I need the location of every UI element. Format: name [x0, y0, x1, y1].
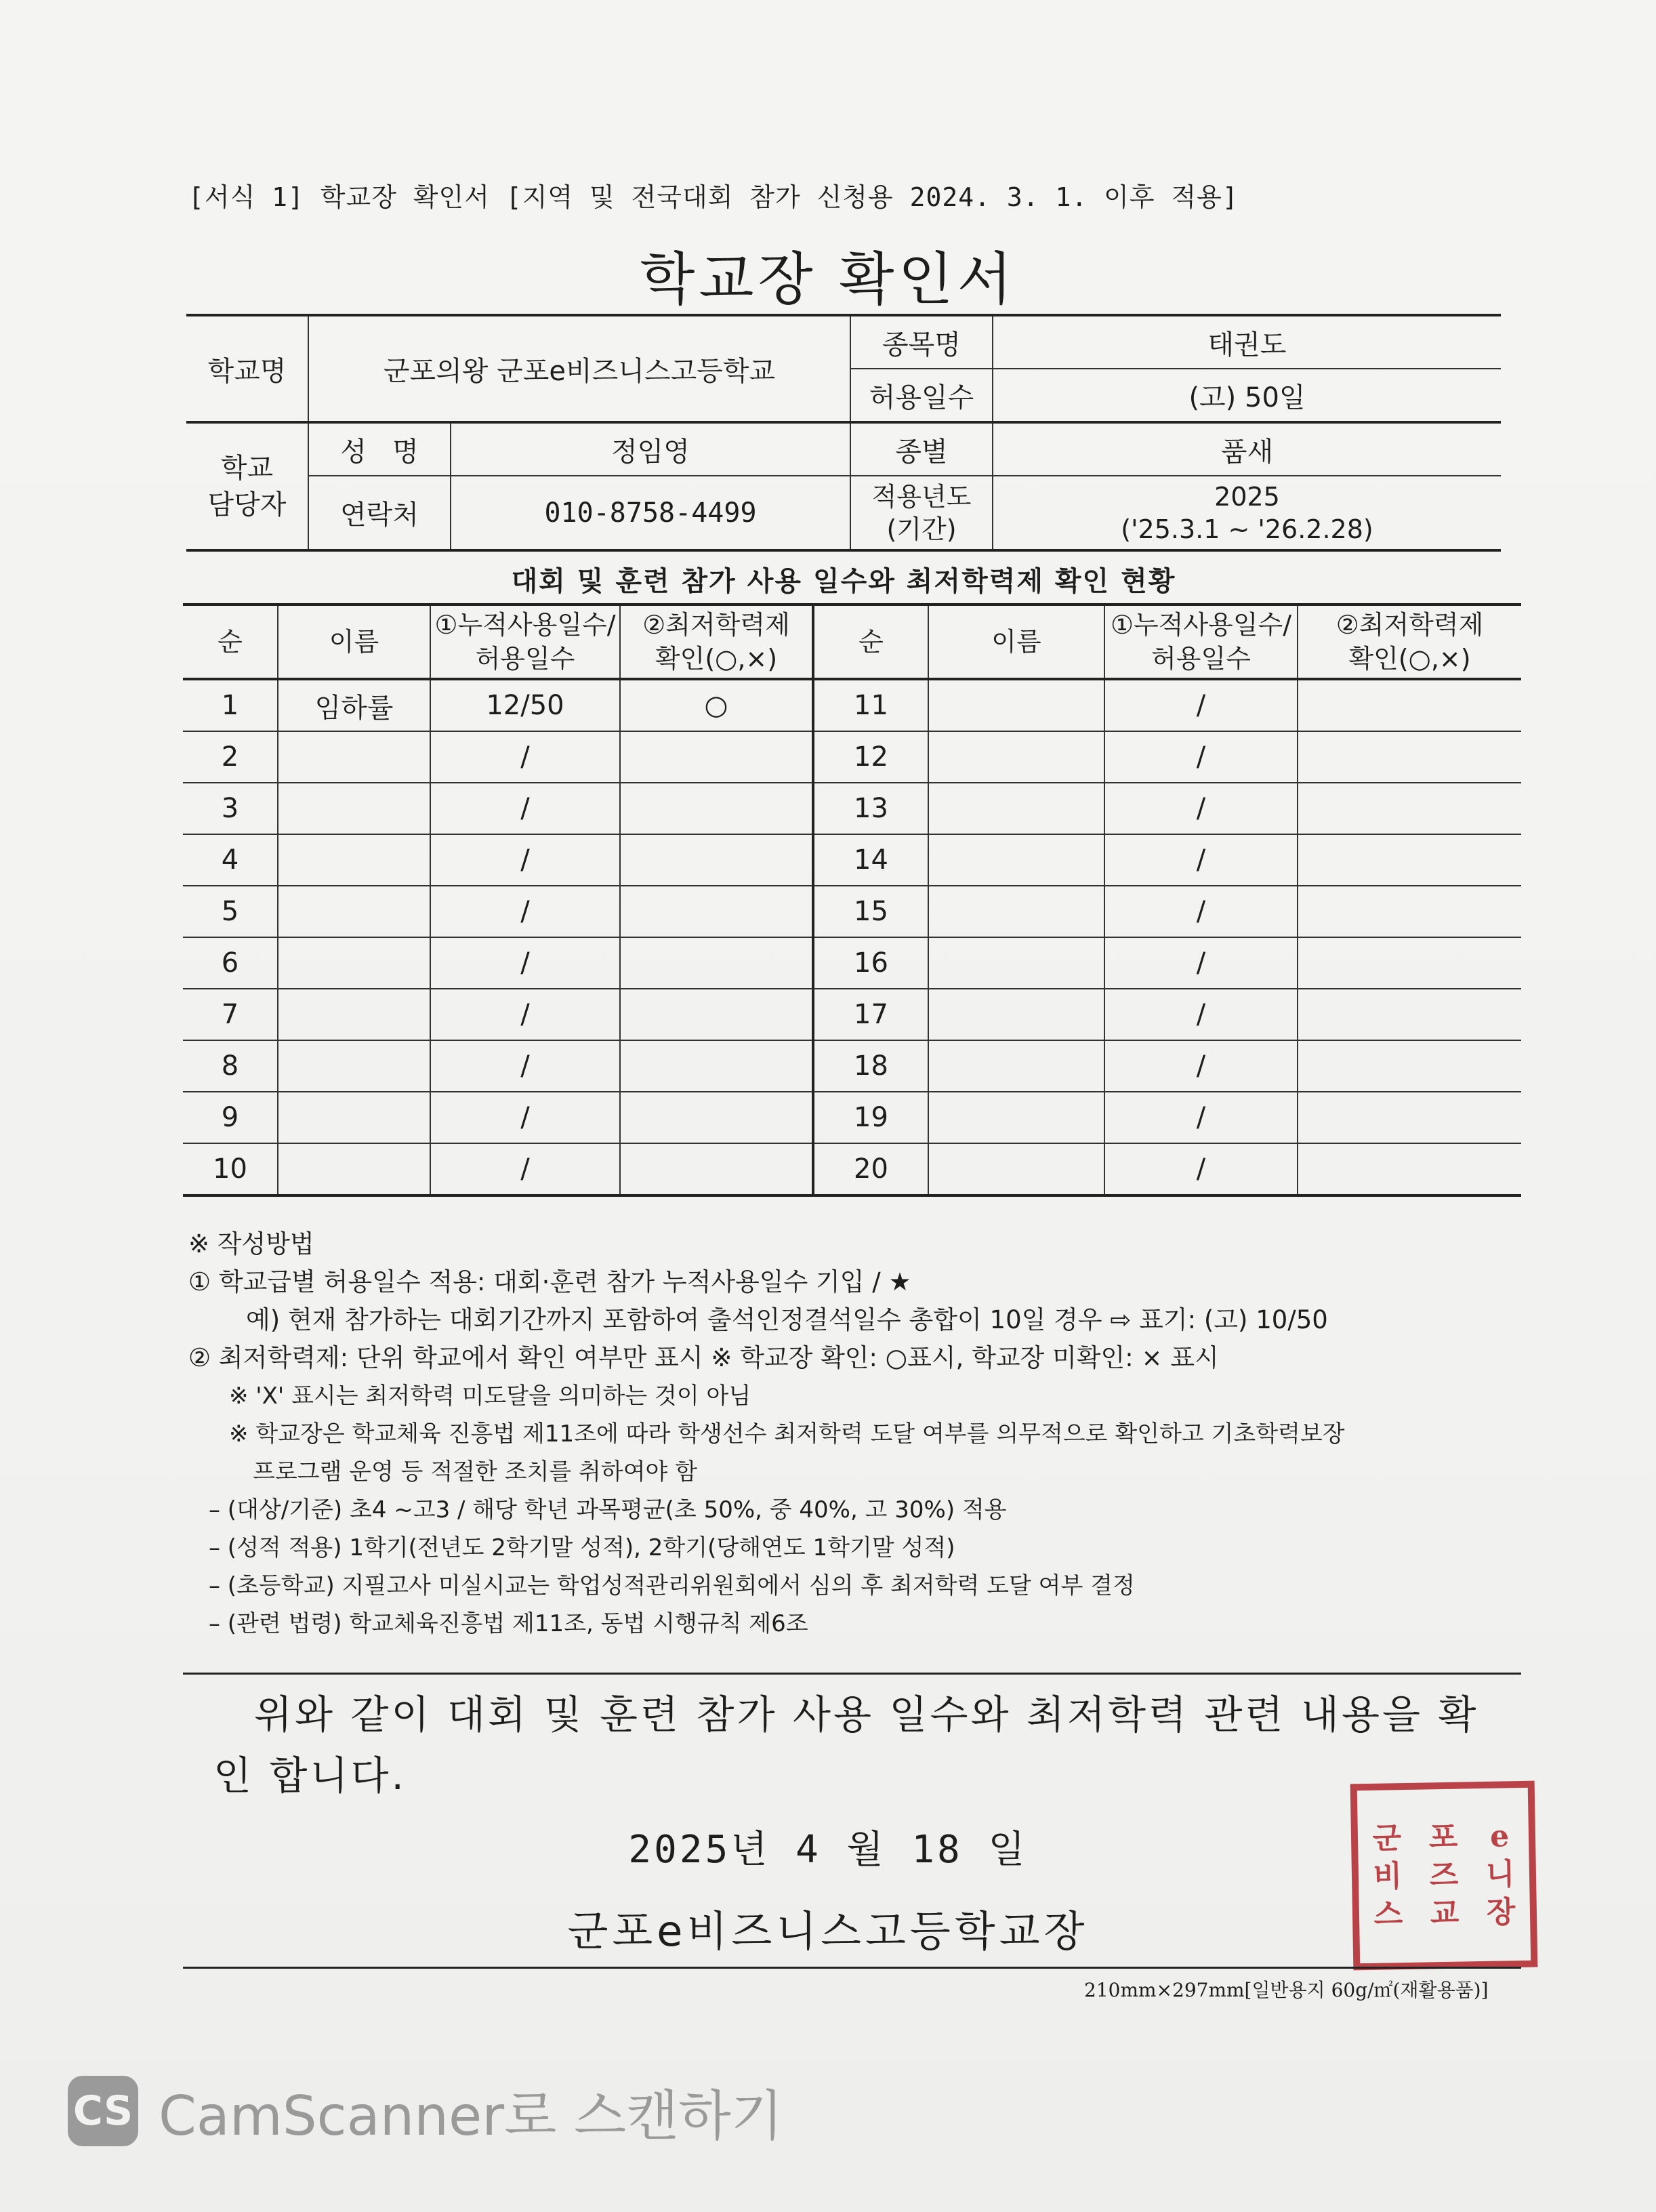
academic-check [1298, 937, 1521, 989]
student-name [278, 1092, 430, 1143]
academic-check [1298, 886, 1521, 937]
category-value: 품새 [993, 422, 1501, 476]
year-value: 2025 [1214, 481, 1280, 512]
row-number: 1 [183, 679, 278, 731]
row-number: 20 [813, 1143, 928, 1195]
usage-days: / [1104, 1040, 1298, 1092]
row-number: 17 [813, 989, 928, 1040]
instructions-heading: ※ 작성방법 [188, 1229, 314, 1258]
instruction-sub-2b: 프로그램 운영 등 적절한 조치를 취하여야 함 [253, 1458, 698, 1486]
row-number: 19 [813, 1092, 928, 1143]
seal-character: 교 [1430, 1896, 1460, 1931]
usage-header-row [183, 605, 1521, 679]
table-row [183, 1092, 1521, 1143]
academic-check [620, 1092, 813, 1143]
row-number: 15 [813, 886, 928, 937]
table-row [183, 679, 1521, 731]
seal-character: 즈 [1429, 1858, 1459, 1893]
academic-check [620, 731, 813, 783]
student-name [278, 731, 430, 783]
row-number: 14 [813, 834, 928, 886]
table-row [183, 1040, 1521, 1092]
usage-days: / [1104, 989, 1298, 1040]
student-name [278, 989, 430, 1040]
academic-check [1298, 1092, 1521, 1143]
academic-check [620, 989, 813, 1040]
table-row [183, 783, 1521, 834]
row-number: 16 [813, 937, 928, 989]
academic-check [620, 834, 813, 886]
row-number: 18 [813, 1040, 928, 1092]
instruction-sub-2a: ※ 학교장은 학교체육 진흥법 제11조에 따라 학생선수 최저학력 도달 여부를 의무적으로 확인하고 기초학력보장 [229, 1420, 1345, 1448]
usage-days: / [1104, 886, 1298, 937]
usage-days: / [430, 1143, 620, 1195]
col-no-left: 순 [183, 605, 278, 679]
table-row [183, 886, 1521, 937]
divider-bottom [183, 1967, 1521, 1969]
usage-days: / [1104, 834, 1298, 886]
document-title: 학교장 확인서 [640, 246, 1016, 312]
student-name [278, 834, 430, 886]
academic-check [1298, 1040, 1521, 1092]
usage-days: / [1104, 1092, 1298, 1143]
student-name [928, 731, 1104, 783]
col-check-left-line1: ②최저학력제 [642, 610, 790, 640]
table-row [183, 731, 1521, 783]
row-number: 3 [183, 783, 278, 834]
col-days-left-line1: ①누적사용일수/ [434, 610, 616, 640]
year-label-line1: 적용년도 [871, 481, 972, 512]
col-check-left [620, 605, 813, 679]
usage-days: / [430, 1092, 620, 1143]
col-check-right-line2: 확인(○,×) [1348, 644, 1471, 674]
academic-check [1298, 731, 1521, 783]
usage-days: / [430, 834, 620, 886]
allowed-days-value: (고) 50일 [993, 369, 1501, 422]
table-row [183, 1143, 1521, 1195]
row-number: 4 [183, 834, 278, 886]
col-name-right: 이름 [928, 605, 1104, 679]
form-header: [서식 1] 학교장 확인서 [지역 및 전국대회 참가 신청용 2024. 3. 1. 이후 적용] [188, 182, 1239, 212]
name-value: 정임영 [451, 422, 850, 476]
camscanner-watermark [68, 2074, 783, 2148]
usage-days: 12/50 [430, 679, 620, 731]
seal-character: 스 [1373, 1896, 1403, 1932]
col-check-right [1298, 605, 1521, 679]
seal-character: e [1489, 1818, 1510, 1854]
instruction-dash-1: – (대상/기준) 초4 ~고3 / 해당 학년 과목평균(초 50%, 중 40%, 고 30%) 적용 [209, 1496, 1007, 1523]
seal-character: 군 [1372, 1820, 1402, 1856]
seal-character: 장 [1486, 1894, 1516, 1930]
row-number: 8 [183, 1040, 278, 1092]
student-name: 임하률 [278, 679, 430, 731]
instruction-item-1-example: 예) 현재 참가하는 대회기간까지 포함하여 출석인정결석일수 총합이 10일 경우 ⇨ 표기: (고) 10/50 [246, 1305, 1328, 1334]
usage-days: / [1104, 937, 1298, 989]
student-name [928, 679, 1104, 731]
table-row [183, 937, 1521, 989]
seal-character: 비 [1373, 1858, 1403, 1894]
instruction-dash-4: – (관련 법령) 학교체육진흥법 제11조, 동법 시행규칙 제6조 [209, 1610, 808, 1637]
usage-days: / [430, 989, 620, 1040]
row-number: 11 [813, 679, 928, 731]
school-label: 학교명 [186, 315, 308, 422]
academic-check: ○ [620, 679, 813, 731]
table-row [183, 989, 1521, 1040]
category-label: 종별 [850, 422, 993, 476]
student-name [278, 937, 430, 989]
instruction-sub-1: ※ 'X' 표시는 최저학력 미도달을 의미하는 것이 아님 [229, 1382, 751, 1410]
seal-character: 니 [1485, 1856, 1515, 1892]
col-no-right: 순 [813, 605, 928, 679]
student-name [928, 1143, 1104, 1195]
col-check-right-line1: ②최저학력제 [1336, 610, 1484, 640]
watermark-text: CamScanner로 스캔하기 [159, 2084, 783, 2148]
instruction-item-1: ① 학교급별 허용일수 적용: 대회·훈련 참가 누적사용일수 기입 / ★ [188, 1267, 911, 1296]
row-number: 7 [183, 989, 278, 1040]
student-name [928, 1092, 1104, 1143]
student-name [278, 886, 430, 937]
academic-check [1298, 783, 1521, 834]
col-name-left: 이름 [278, 605, 430, 679]
row-number: 6 [183, 937, 278, 989]
phone-label: 연락처 [308, 476, 451, 550]
row-number: 10 [183, 1143, 278, 1195]
usage-days: / [1104, 1143, 1298, 1195]
student-name [928, 834, 1104, 886]
academic-check [1298, 679, 1521, 731]
row-number: 12 [813, 731, 928, 783]
seal-character: 포 [1428, 1820, 1458, 1855]
usage-days: / [430, 886, 620, 937]
academic-check [620, 1040, 813, 1092]
usage-table-body [183, 679, 1521, 1195]
contact-label: 학교 담당자 [186, 422, 308, 550]
usage-days: / [1104, 731, 1298, 783]
instruction-item-2: ② 최저학력제: 단위 학교에서 확인 여부만 표시 ※ 학교장 확인: ○표시, 학교장 미확인: × 표시 [188, 1343, 1219, 1372]
official-seal [1350, 1781, 1538, 1971]
col-check-left-line2: 확인(○,×) [655, 644, 778, 674]
student-name [928, 989, 1104, 1040]
period-value: ('25.3.1 ~ '26.2.28) [1121, 514, 1373, 544]
col-days-right [1104, 605, 1298, 679]
row-number: 13 [813, 783, 928, 834]
school-info-table [186, 314, 1501, 552]
issue-date: 2025년 4 월 18 일 [628, 1828, 1028, 1872]
name-label: 성 명 [308, 422, 451, 476]
camscanner-logo-icon: CS [68, 2076, 138, 2146]
academic-check [1298, 834, 1521, 886]
usage-days: / [430, 731, 620, 783]
instructions [188, 1225, 1530, 1643]
usage-days: / [430, 783, 620, 834]
student-name [928, 1040, 1104, 1092]
academic-check [620, 783, 813, 834]
col-days-left-line2: 허용일수 [475, 644, 575, 674]
usage-days: / [1104, 679, 1298, 731]
student-name [278, 783, 430, 834]
usage-table [183, 603, 1521, 1197]
academic-check [1298, 1143, 1521, 1195]
year-value-cell [993, 476, 1501, 550]
usage-days: / [430, 937, 620, 989]
academic-check [620, 1143, 813, 1195]
divider-top [183, 1673, 1521, 1675]
row-number: 9 [183, 1092, 278, 1143]
instruction-dash-2: – (성적 적용) 1학기(전년도 2학기말 성적), 2학기(당해연도 1학기말 성적) [209, 1534, 955, 1561]
student-name [928, 783, 1104, 834]
student-name [278, 1040, 430, 1092]
confirmation-text: 위와 같이 대회 및 훈련 참가 사용 일수와 최저학력 관련 내용을 확인 합니다. [213, 1692, 1479, 1799]
row-number: 2 [183, 731, 278, 783]
col-days-right-line1: ①누적사용일수/ [1110, 610, 1292, 640]
event-value: 태권도 [993, 315, 1501, 369]
phone-value: 010-8758-4499 [451, 476, 850, 550]
usage-days: / [430, 1040, 620, 1092]
event-label: 종목명 [850, 315, 993, 369]
instruction-dash-3: – (초등학교) 지필고사 미실시교는 학업성적관리위원회에서 심의 후 최저학력 도달 여부 결정 [209, 1572, 1135, 1599]
row-number: 5 [183, 886, 278, 937]
student-name [928, 886, 1104, 937]
allowed-days-label: 허용일수 [850, 369, 993, 422]
student-name [928, 937, 1104, 989]
paper-size-note: 210mm×297mm[일반용지 60g/㎡(재활용품)] [1084, 1979, 1489, 2001]
student-name [278, 1143, 430, 1195]
table-row [183, 834, 1521, 886]
year-label-line2: (기간) [886, 514, 957, 544]
academic-check [620, 886, 813, 937]
principal-signature: 군포e비즈니스고등학교장 [567, 1906, 1089, 1956]
col-days-left [430, 605, 620, 679]
academic-check [620, 937, 813, 989]
year-label [850, 476, 993, 550]
school-value: 군포의왕 군포e비즈니스고등학교 [308, 315, 850, 422]
col-days-right-line2: 허용일수 [1151, 644, 1251, 674]
usage-section-title: 대회 및 훈련 참가 사용 일수와 최저학력제 확인 현황 [511, 566, 1176, 597]
usage-days: / [1104, 783, 1298, 834]
academic-check [1298, 989, 1521, 1040]
